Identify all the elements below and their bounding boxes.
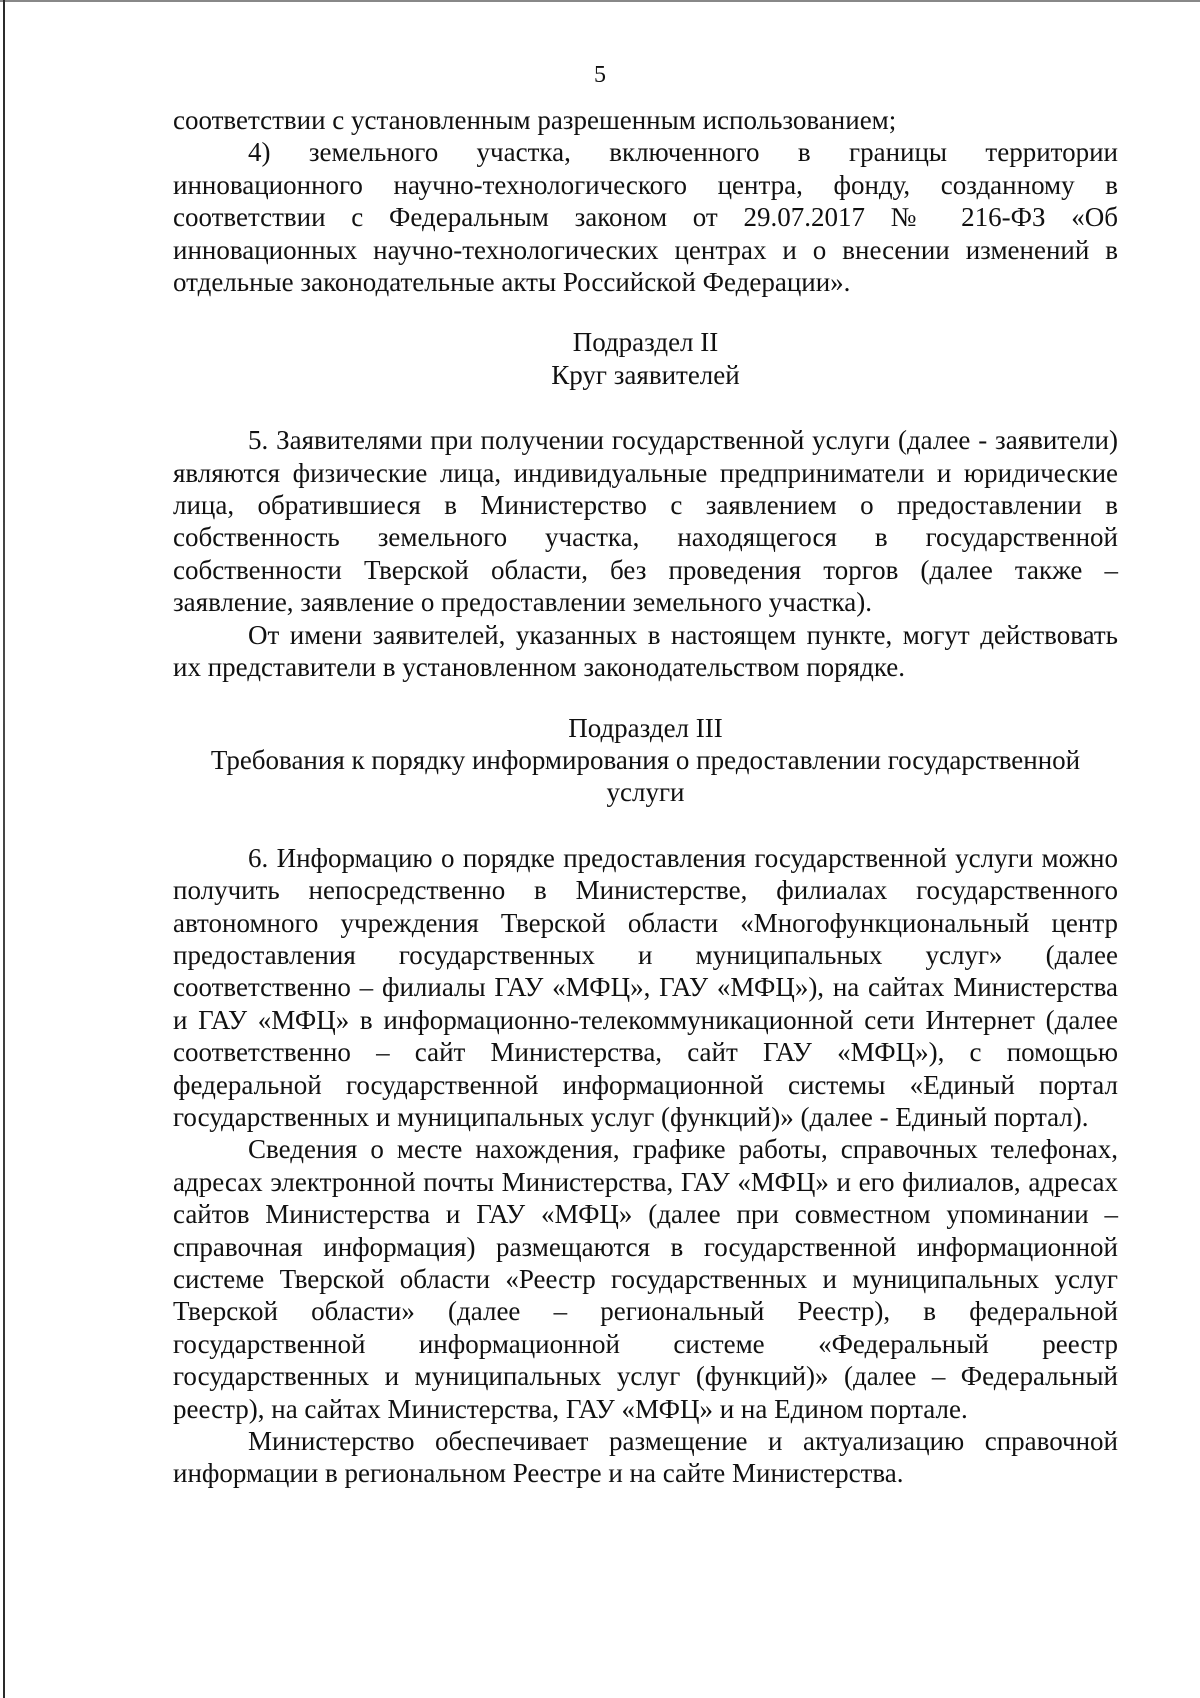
paragraph-representatives: От имени заявителей, указанных в настоящем пункте, могут действовать их представители в установленном законодательством порядке. [173, 619, 1118, 683]
scan-left-edge [3, 0, 5, 1698]
paragraph-ministry-duties: Министерство обеспечивает размещение и актуализацию справочной информации в региональном Реестре и на сайте Министерства. [173, 1426, 1118, 1489]
document-body [173, 104, 1118, 1490]
section-title: Подраздел III [568, 712, 723, 743]
section-heading-3 [173, 712, 1118, 809]
paragraph-continuation: соответствии с установленным разрешенным использованием; [173, 105, 897, 135]
section-title: Подраздел II [572, 327, 719, 358]
section-subtitle-line1: Требования к порядку информирования о предоставлении государственной [210, 744, 1081, 775]
paragraph-reference-info: Сведения о месте нахождения, графике работы, справочных телефонах, адресах электронной почты Министерства, ГАУ «МФЦ» и его филиалов, адресах сайтов Министерства и ГАУ «МФЦ» (далее при совместном упоминании – справочная информация) размещаются в государственной информационной системе Тверской области «Реестр государственных и муниципальных услуг Тверской области» (далее – региональный Реестр), в федеральной государственной информационной системе «Федеральный реестр государственных и муниципальных услуг (функций)» (далее – Федеральный реестр), на сайтах Министерства, ГАУ «МФЦ» и на Едином портале. [173, 1134, 1118, 1424]
section-heading-2 [173, 326, 1118, 391]
paragraph-item-4: 4) земельного участка, включенного в границы территории инновационного научно-технологического центра, фонду, созданному в соответствии с Федеральным законом от 29.07.2017 № 216-ФЗ «Об инновационных научно-технологических центрах и о внесении изменений в отдельные законодательные акты Российской Федерации». [173, 137, 1118, 298]
paragraph-5: 5. Заявителями при получении государственной услуги (далее - заявители) являются физические лица, индивидуальные предприниматели и юридические лица, обратившиеся в Министерство с заявлением о предоставлении в собственность земельного участка, находящегося в государственной собственности Тверской области, без проведения торгов (далее также – заявление, заявление о предоставлении земельного участка). [173, 425, 1118, 618]
section-subtitle: Круг заявителей [551, 359, 740, 390]
page-number: 5 [594, 62, 606, 88]
scan-top-edge [0, 0, 1200, 2]
paragraph-6: 6. Информацию о порядке предоставления государственной услуги можно получить непосредственно в Министерстве, филиалах государственного автономного учреждения Тверской области «Многофункциональный центр предоставления государственных и муниципальных услуг» (далее соответственно – филиалы ГАУ «МФЦ», ГАУ «МФЦ»), на сайтах Министерства и ГАУ «МФЦ» в информационно-телекоммуникационной сети Интернет (далее соответственно – сайт Министерства, сайт ГАУ «МФЦ»), с помощью федеральной государственной информационной системы «Единый портал государственных и муниципальных услуг (функций)» (далее - Единый портал). [173, 842, 1118, 1132]
section-subtitle-line2: услуги [606, 777, 685, 808]
